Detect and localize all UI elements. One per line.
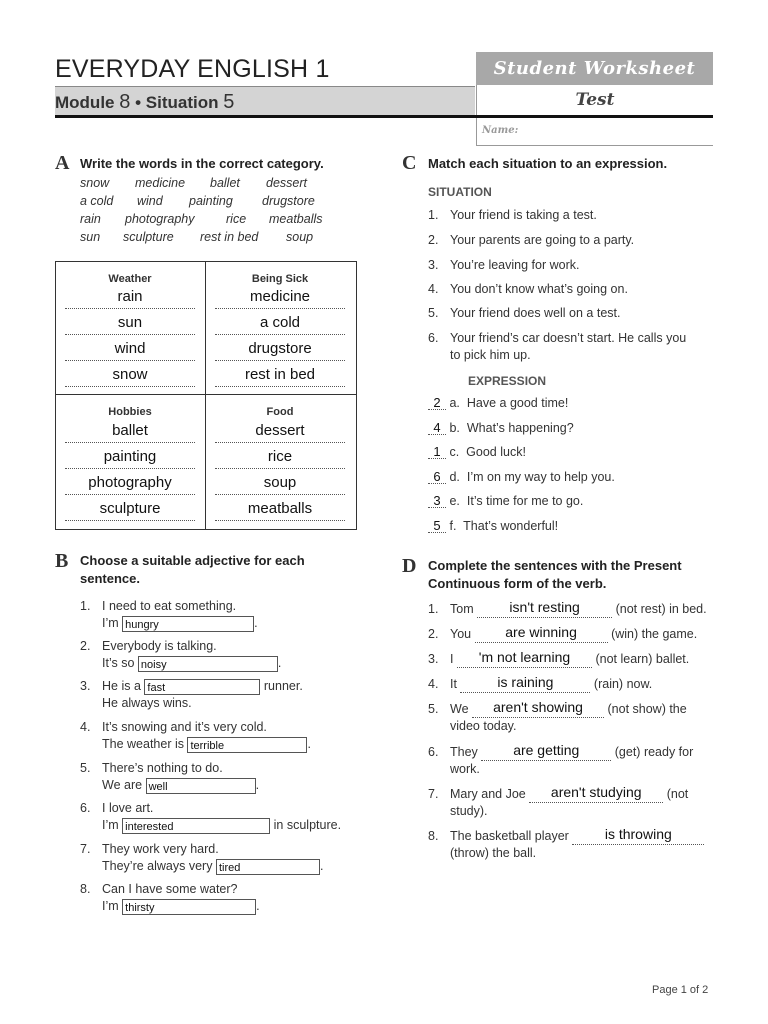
answer-cell[interactable]: rice xyxy=(215,447,345,469)
answer-cell[interactable]: medicine xyxy=(215,287,345,309)
answer-cell[interactable]: ballet xyxy=(65,421,195,443)
list-item: 5. There’s nothing to do. We are well . xyxy=(80,761,260,793)
list-item: 2. Everybody is talking. It’s so noisy . xyxy=(80,639,282,671)
answer-cell[interactable]: meatballs xyxy=(215,499,345,521)
verb-answer[interactable]: is raining xyxy=(460,675,590,693)
answer-cell[interactable]: sculpture xyxy=(65,499,195,521)
answer-cell[interactable]: rain xyxy=(65,287,195,309)
answer-cell[interactable]: sun xyxy=(65,313,195,335)
word: rest in bed xyxy=(200,230,259,244)
section-d-instruction xyxy=(428,557,682,593)
list-item: 6. They are getting (get) ready for work. xyxy=(428,742,694,776)
section-a-instruction: Write the words in the correct category. xyxy=(80,156,324,171)
section-d-letter: D xyxy=(402,555,417,577)
list-item: 6 d. I’m on my way to help you. xyxy=(428,469,615,486)
list-item: 5. We aren't showing (not show) the video today. xyxy=(428,699,687,733)
list-item: 1 c. Good luck! xyxy=(428,444,526,461)
word: sculpture xyxy=(123,230,174,244)
verb-answer[interactable]: aren't studying xyxy=(529,785,663,803)
answer-cell[interactable]: rest in bed xyxy=(215,365,345,387)
verb-answer[interactable]: isn't resting xyxy=(477,600,612,618)
list-item: 4. You don’t know what’s going on. xyxy=(428,282,628,296)
list-item: 4. It is raining (rain) now. xyxy=(428,674,653,691)
list-item: 5. Your friend does well on a test. xyxy=(428,306,621,320)
word: wind xyxy=(137,194,163,208)
answer-cell[interactable]: painting xyxy=(65,447,195,469)
category-answers-weather xyxy=(65,287,195,387)
adjective-answer-box[interactable]: well xyxy=(146,778,256,794)
verb-answer[interactable]: is throwing xyxy=(572,827,704,845)
list-item: 1. I need to eat something. I’m hungry . xyxy=(80,599,258,631)
category-answers-being-sick xyxy=(215,287,345,387)
answer-cell[interactable]: snow xyxy=(65,365,195,387)
category-header-food: Food xyxy=(266,406,294,418)
category-header-weather: Weather xyxy=(108,273,152,285)
answer-cell[interactable]: dessert xyxy=(215,421,345,443)
table-divider-horizontal xyxy=(55,394,357,395)
adjective-answer-box[interactable]: noisy xyxy=(138,656,278,672)
list-item: 3. He is a fast runner. He always wins. xyxy=(80,679,303,710)
adjective-answer-box[interactable]: thirsty xyxy=(122,899,256,915)
table-divider-vertical xyxy=(205,261,206,529)
adjective-answer-box[interactable]: tired xyxy=(216,859,320,875)
module-situation xyxy=(55,91,234,114)
adjective-answer-box[interactable]: terrible xyxy=(187,737,307,753)
word: drugstore xyxy=(262,194,315,208)
list-item: 8. The basketball player is throwing (throw) the ball. xyxy=(428,827,704,862)
category-header-being-sick: Being Sick xyxy=(251,273,309,285)
word: medicine xyxy=(135,176,186,190)
section-b-instruction xyxy=(80,552,305,588)
verb-answer[interactable]: are getting xyxy=(481,743,611,761)
course-title: EVERYDAY ENGLISH 1 xyxy=(55,55,330,83)
list-item: 4. It’s snowing and it’s very cold. The weather is terrible . xyxy=(80,720,311,752)
list-item: 2 a. Have a good time! xyxy=(428,395,568,412)
test-label: Test xyxy=(476,85,713,115)
match-answer[interactable]: 5 xyxy=(428,520,446,533)
match-answer[interactable]: 6 xyxy=(428,471,446,484)
adjective-answer-box[interactable]: interested xyxy=(122,818,270,834)
word: dessert xyxy=(266,176,307,190)
match-answer[interactable]: 2 xyxy=(428,397,446,410)
situation-heading: SITUATION xyxy=(428,185,492,199)
list-item: 3 e. It’s time for me to go. xyxy=(428,493,583,510)
list-item: 2. You are winning (win) the game. xyxy=(428,624,698,641)
list-item: 2. Your parents are going to a party. xyxy=(428,233,635,247)
category-header-hobbies: Hobbies xyxy=(108,406,152,418)
list-item: 7. Mary and Joe aren't studying (not study). xyxy=(428,784,689,818)
list-item: 8. Can I have some water? I’m thirsty . xyxy=(80,882,260,914)
adjective-answer-box[interactable]: hungry xyxy=(122,616,254,632)
page-number: Page 1 of 2 xyxy=(652,984,709,996)
word: soup xyxy=(286,230,314,244)
answer-cell[interactable]: wind xyxy=(65,339,195,361)
module-number: 8 xyxy=(119,91,131,113)
category-answers-food xyxy=(215,421,345,521)
word: painting xyxy=(189,194,233,208)
category-answers-hobbies xyxy=(65,421,195,521)
word: a cold xyxy=(80,194,114,208)
section-c-letter: C xyxy=(402,152,417,174)
instruction-line: Complete the sentences with the Present xyxy=(428,558,682,573)
instruction-line: Continuous form of the verb. xyxy=(428,576,607,591)
list-item: 5 f. That’s wonderful! xyxy=(428,518,558,535)
verb-answer[interactable]: aren't showing xyxy=(472,700,604,718)
word: meatballs xyxy=(269,212,323,226)
list-item: 3. You’re leaving for work. xyxy=(428,258,580,272)
word: rain xyxy=(80,212,101,226)
answer-cell[interactable]: soup xyxy=(215,473,345,495)
word: photography xyxy=(125,212,195,226)
match-answer[interactable]: 3 xyxy=(428,495,446,508)
list-item: 1. Tom isn't resting (not rest) in bed. xyxy=(428,599,707,616)
situation-number: 5 xyxy=(223,91,235,113)
instruction-line: Choose a suitable adjective for each xyxy=(80,553,305,568)
match-answer[interactable]: 1 xyxy=(428,446,446,459)
list-item: 1. Your friend is taking a test. xyxy=(428,208,597,222)
section-c-instruction: Match each situation to an expression. xyxy=(428,156,668,171)
situation-label: Situation xyxy=(145,93,219,112)
list-item: 6. I love art. I’m interested in sculpture. xyxy=(80,801,342,833)
separator: • xyxy=(135,93,142,112)
list-item: 3. I 'm not learning (not learn) ballet. xyxy=(428,649,690,666)
section-b-letter: B xyxy=(55,550,69,572)
section-a-letter: A xyxy=(55,152,70,174)
expression-heading: EXPRESSION xyxy=(468,374,547,388)
student-worksheet-banner: Student Worksheet xyxy=(476,52,713,85)
instruction-line: sentence. xyxy=(80,571,140,586)
module-label: Module xyxy=(55,93,115,112)
verb-answer[interactable]: 'm not learning xyxy=(457,650,592,668)
word: sun xyxy=(80,230,101,244)
adjective-answer-box[interactable]: fast xyxy=(144,679,260,695)
verb-answer[interactable]: are winning xyxy=(475,625,608,643)
list-item: 7. They work very hard. They’re always very tired . xyxy=(80,842,324,874)
answer-cell[interactable]: a cold xyxy=(215,313,345,335)
list-item: 4 b. What’s happening? xyxy=(428,420,574,437)
answer-cell[interactable]: photography xyxy=(65,473,195,495)
answer-cell[interactable]: drugstore xyxy=(215,339,345,361)
name-label: Name: xyxy=(482,125,519,136)
word: ballet xyxy=(210,176,240,190)
word: snow xyxy=(80,176,110,190)
list-item: 6. Your friend’s car doesn’t start. He calls you to pick him up. xyxy=(428,331,687,362)
word: rice xyxy=(226,212,247,226)
match-answer[interactable]: 4 xyxy=(428,422,446,435)
